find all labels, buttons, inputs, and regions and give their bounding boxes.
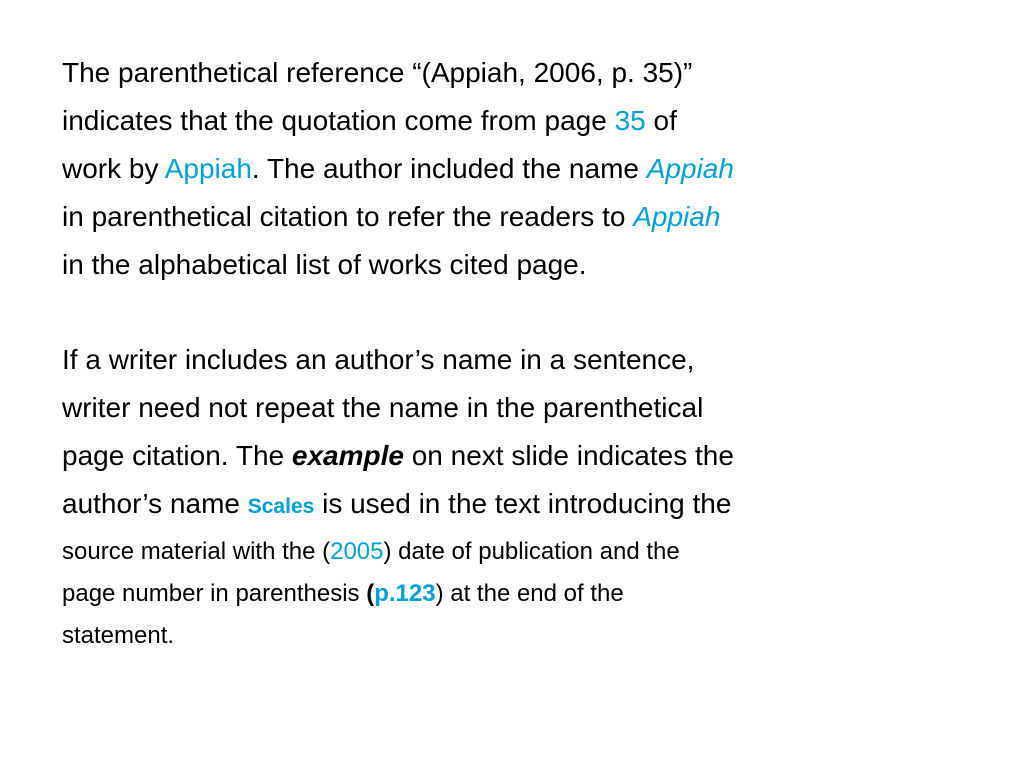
text-run: writer need not repeat the name in the parenthetical (62, 392, 704, 423)
text-run: work by (62, 153, 165, 184)
text-run: ) at the end of the (435, 580, 624, 607)
para1-line-5 (62, 241, 962, 289)
paragraph-parenthetical-reference (62, 49, 962, 289)
emphasis-example: example (291, 440, 404, 471)
text-run: is used in the text introducing the (314, 488, 732, 519)
para1-line-3 (62, 145, 962, 193)
highlight-author-name-italic: Appiah (646, 153, 734, 184)
text-run: page number in parenthesis (62, 580, 367, 607)
text-run: source material with the ( (62, 538, 331, 565)
para1-line-4 (62, 193, 962, 241)
highlight-page-number: 35 (614, 105, 646, 136)
para2-line-3 (62, 432, 962, 480)
para2-line-6 (62, 573, 962, 615)
text-run: ) date of publication and the (383, 538, 680, 565)
para1-line-1 (62, 49, 962, 97)
text-run: . The author included the name (251, 153, 647, 184)
text-run: in the alphabetical list of works cited page. (62, 249, 587, 280)
highlight-author-name: Appiah (164, 153, 252, 184)
text-run: author’s name (62, 488, 248, 519)
text-run: page citation. The (62, 440, 292, 471)
text-run: in parenthetical citation to refer the readers to (62, 201, 634, 232)
text-run: The parenthetical reference “(Appiah, 2006, p. 35)” (62, 57, 693, 88)
para2-line-2 (62, 384, 962, 432)
bold-paren: ( (366, 580, 375, 607)
para1-line-2 (62, 97, 962, 145)
para2-line-1 (62, 336, 962, 384)
text-run: of (645, 105, 677, 136)
highlight-scales: Scales (247, 495, 315, 518)
para2-line-5 (62, 531, 962, 573)
text-run: If a writer includes an author’s name in a sentence, (62, 344, 695, 375)
paragraph-author-in-sentence (62, 336, 962, 657)
highlight-author-name-italic: Appiah (633, 201, 721, 232)
para2-line-4 (62, 480, 962, 531)
text-run: statement. (62, 622, 175, 649)
text-run: indicates that the quotation come from page (62, 105, 615, 136)
highlight-page-ref: p.123 (374, 580, 436, 607)
highlight-year: 2005 (330, 538, 384, 565)
text-run: on next slide indicates the (403, 440, 734, 471)
para2-line-7 (62, 615, 962, 657)
